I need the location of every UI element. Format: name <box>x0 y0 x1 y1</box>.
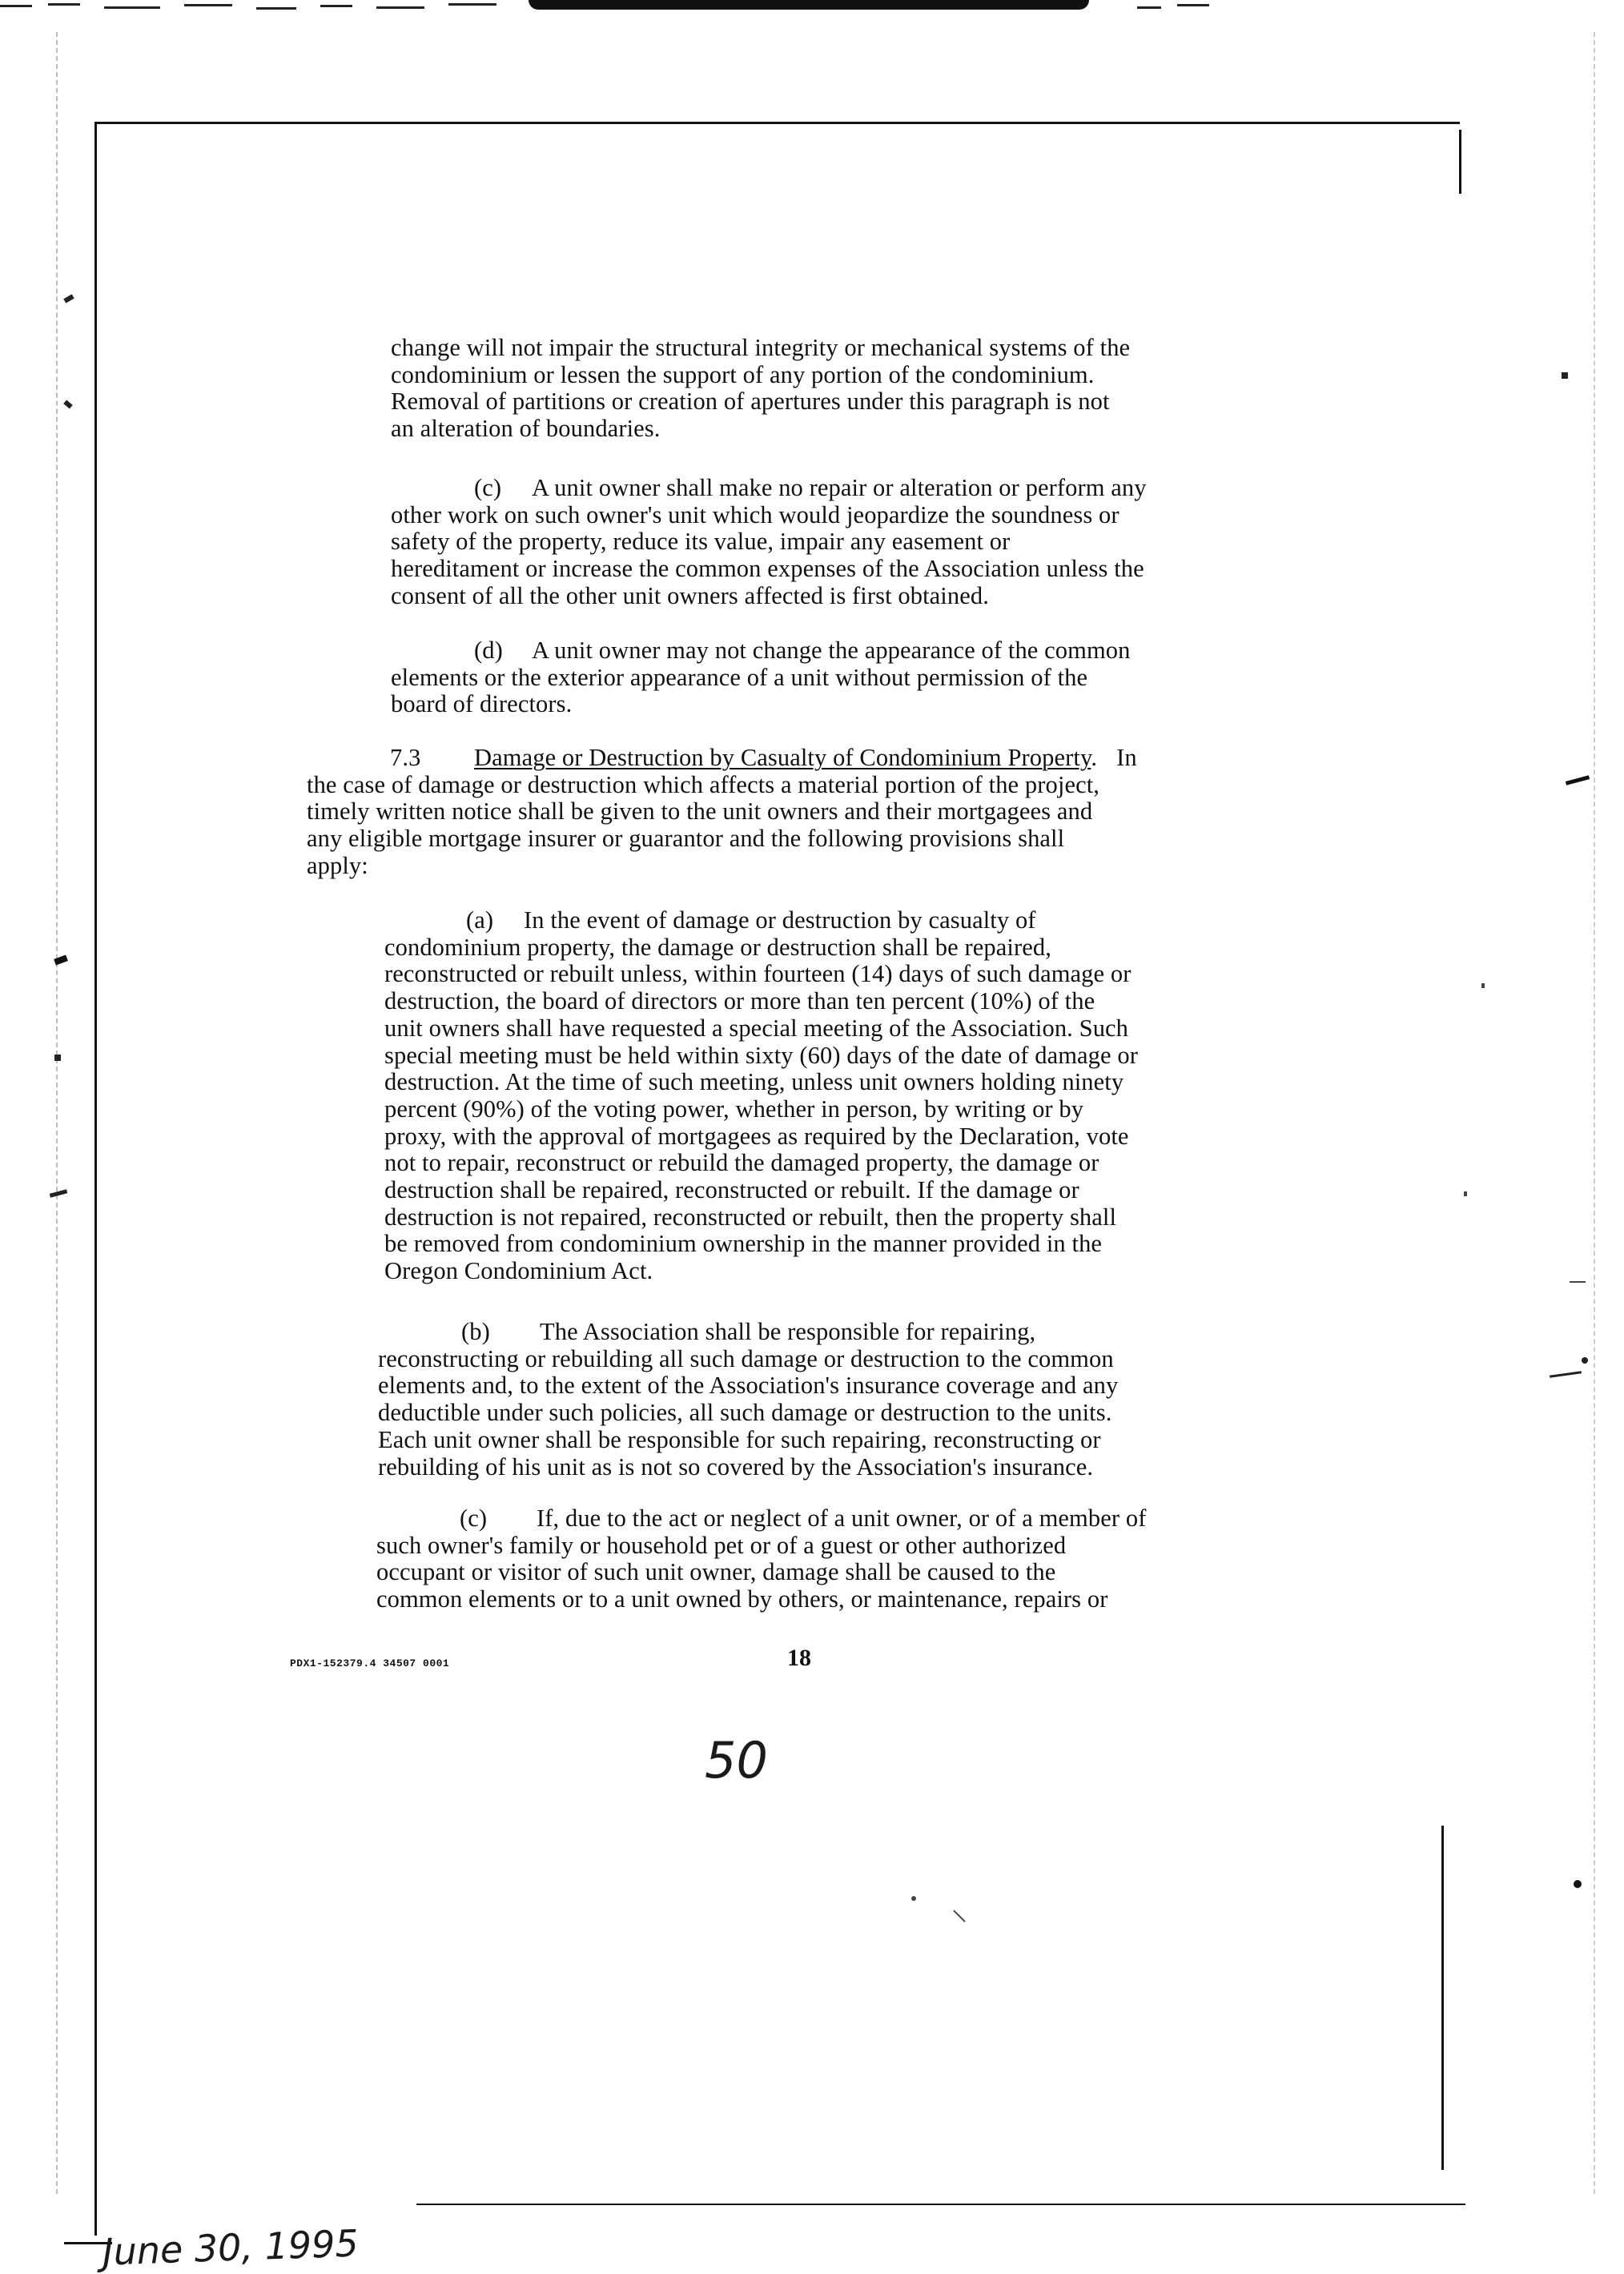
scan-mark <box>1550 1371 1582 1378</box>
paragraph-text: other work on such owner's unit which would jeopardize the soundness or safety of the property, reduce its value, impair any easement or hereditament or increase the common expenses of the Association unless the consent of all the other unit owners affected is first obtained. <box>391 500 1144 609</box>
scan-mark <box>1570 1281 1586 1283</box>
paragraph-label: (d) <box>474 637 503 664</box>
scan-mark <box>63 294 74 303</box>
paragraph-text: reconstructing or rebuilding all such damage or destruction to the common elements and, to the extent of the Association's insurance coverage and any deductible under such policies, all such damage or destruction to the units. Each unit owner shall be responsible for such repairing, reconstructing or rebuilding of his unit as is not so covered by the Association's insurance. <box>378 1344 1119 1481</box>
paragraph-d <box>391 637 1448 718</box>
paragraph-text-first-line: In the event of damage or destruction by casualty of <box>524 906 1036 934</box>
scan-top-smudge <box>529 0 1089 10</box>
scan-mark <box>1582 1357 1588 1364</box>
paragraph-text: such owner's family or household pet or of a guest or other authorized occupant or visitor of such unit owner, damage shall be caused to the common elements or to a unit owned by others, or maintenance, repairs or <box>376 1531 1108 1613</box>
section-text-first: In <box>1116 744 1137 771</box>
footer-document-code: PDX1-152379.4 34507 0001 <box>290 1657 450 1669</box>
section-text: the case of damage or destruction which affects a material portion of the project, timely written notice shall be given to the unit owners and their mortgagees and any eligible mortgage insurer or guarantor and the following provisions shall apply: <box>307 770 1100 879</box>
scan-mark <box>1566 775 1590 785</box>
section-heading: Damage or Destruction by Casualty of Condominium Property <box>474 744 1091 771</box>
scan-top-dash <box>48 3 80 6</box>
paragraph-label: (b) <box>461 1318 490 1345</box>
scan-top-dash <box>448 3 496 6</box>
scan-mark <box>50 1189 68 1198</box>
section-number: 7.3 <box>390 744 421 771</box>
page-border-top <box>94 122 1460 124</box>
handwritten-date: June 30, 1995 <box>102 2221 360 2274</box>
scan-top-dash <box>320 5 352 7</box>
scan-top-dash <box>1177 4 1209 6</box>
scan-top-dash <box>184 4 232 6</box>
page-border-right-top <box>1459 130 1461 194</box>
section-heading-end: . <box>1091 744 1098 771</box>
scan-mark <box>54 1055 61 1061</box>
scan-mark <box>63 400 73 408</box>
subparagraph-c <box>376 1505 1465 1613</box>
scan-mark <box>953 1910 966 1922</box>
paragraph-text-first-line: If, due to the act or neglect of a unit owner, or of a member of <box>537 1505 1147 1532</box>
scan-top-dash <box>256 7 296 10</box>
paragraph-text: elements or the exterior appearance of a unit without permission of the board of directors. <box>391 663 1088 718</box>
scan-mark <box>1574 1880 1582 1888</box>
scan-mark <box>1562 372 1568 379</box>
page-border-left <box>94 122 97 2236</box>
scan-top-dash <box>104 6 160 9</box>
scan-mark <box>1464 1191 1467 1196</box>
scan-right-edge <box>1594 32 1595 2194</box>
paragraph-text: condominium property, the damage or destruction shall be repaired, reconstructed or rebuilt unless, within fourteen (14) days of such damage or destruction, the board of directors or more than ten percent (10%) of the unit owners shall have requested a special meeting of the Association. Such special meeting must be held within sixty (60) days of the date of damage or destruction. At the time of such meeting, unless unit owners holding ninety percent (90%) of the voting power, whether in person, by writing or by proxy, with the approval of mortgagees as required by the Declaration, vote not to repair, reconstruct or rebuild the damaged property, the damage or destruction shall be repaired, reconstructed or rebuilt. If the damage or destruction is not repaired, reconstructed or rebuilt, then the property shall be removed from condominium ownership in the manner provided in the Oregon Condominium Act. <box>384 933 1138 1285</box>
page-number: 18 <box>787 1645 811 1671</box>
scan-top-dash <box>376 6 424 9</box>
page-border-bottom <box>416 2204 1465 2205</box>
paragraph-text-first-line: The Association shall be responsible for repairing, <box>540 1318 1036 1345</box>
subparagraph-b <box>378 1319 1467 1481</box>
paragraph-label: (c) <box>474 474 502 501</box>
paragraph-label: (c) <box>460 1505 488 1532</box>
paragraph-text-first-line: A unit owner shall make no repair or alteration or perform any <box>532 474 1147 501</box>
carryover-paragraph: change will not impair the structural integrity or mechanical systems of the condominium or lessen the support of any portion of the condominium. Removal of partitions or creation of apertures under this paragraph is not an alteration of boundaries. <box>391 334 1131 443</box>
paragraph-text-first-line: A unit owner may not change the appearance of the common <box>532 637 1131 664</box>
paragraph-label: (a) <box>466 906 494 934</box>
subparagraph-a <box>384 907 1457 1285</box>
section-7-3 <box>307 745 1444 880</box>
scan-mark <box>1481 983 1485 988</box>
page-border-right-bottom <box>1441 1826 1444 2170</box>
scan-top-dash <box>1137 6 1161 9</box>
handwritten-page-mark: 50 <box>705 1731 768 1790</box>
scan-top-dash <box>0 5 32 7</box>
paragraph-c <box>391 475 1448 610</box>
scan-mark <box>911 1896 916 1901</box>
scan-left-edge <box>56 32 58 2194</box>
